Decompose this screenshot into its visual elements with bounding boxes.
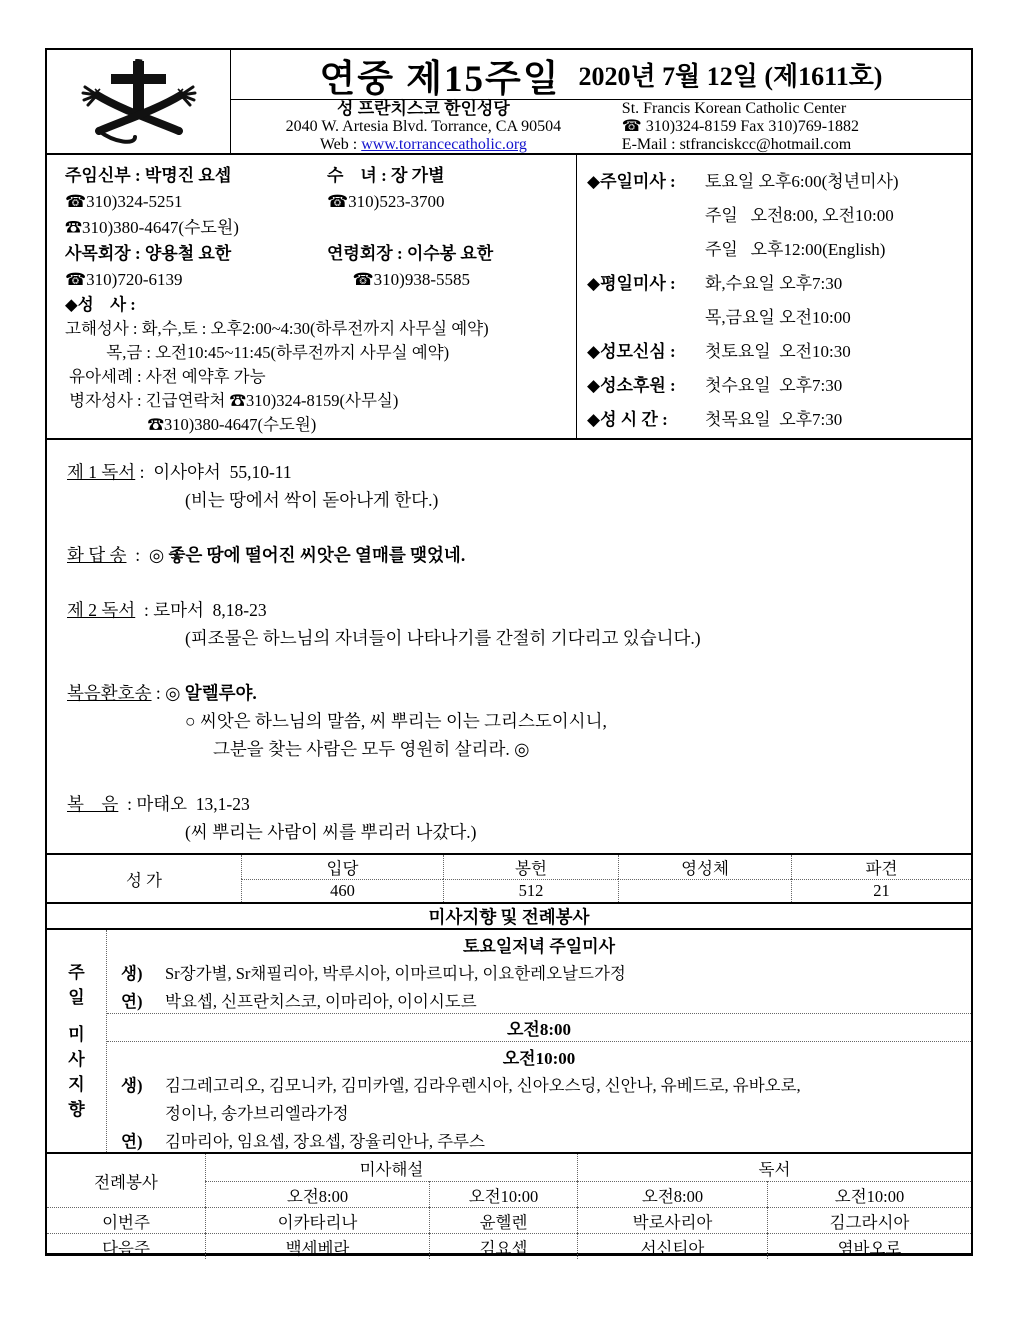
am8-mass-title: 오전8:00 <box>107 1014 971 1042</box>
bulletin-page <box>45 48 973 1256</box>
bulletin-date-issue: 2020년 7월 12일 (제1611호) <box>578 62 883 91</box>
hymn-col-header: 봉헌 <box>443 855 618 879</box>
sacrament-line: 유아세례 : 사전 예약후 가능 <box>65 367 266 386</box>
readings-section <box>47 440 971 855</box>
am10-deceased-row: 연) 김마리아, 임요셉, 장요셉, 장율리안나, 주루스 <box>121 1132 485 1151</box>
saturday-mass-title: 토요일저녁 주일미사 <box>462 936 616 956</box>
hymn-col-header: 입당 <box>241 855 443 879</box>
sacrament-line: ☎310)380-4647(수도원) <box>65 415 317 434</box>
phone-fax-line: ☎ 310)324-8159 Fax 310)769-1882 <box>621 118 860 135</box>
bulletin-title: 연중 제15주일 <box>319 58 561 100</box>
mass-time-item: ◆평일미사 : 화,수요일 오후7:30 목,금요일 오전10:00 <box>587 274 851 327</box>
role-cell: 염바오로 <box>767 1233 971 1259</box>
week-row-label: 이번주 <box>47 1207 205 1233</box>
gospel-acclamation: 복음환호송 : ◎ 알렐루야. ○ 씨앗은 하느님의 말씀, 씨 뿌리는 이는 그리스도이시니, 그분을 찾는 사람은 모두 영원히 살리라. ◎ <box>67 683 607 759</box>
role-cell: 김요셉 <box>429 1233 577 1259</box>
time-header: 오전8:00 <box>205 1181 429 1207</box>
church-logo <box>47 50 231 153</box>
street-address: 2040 W. Artesia Blvd. Torrance, CA 90504 <box>285 118 562 135</box>
website-link[interactable]: www.torrancecatholic.org <box>361 136 527 153</box>
hymn-number: 21 <box>791 879 971 902</box>
gospel: 복 음 : 마태오 13,1-23 (씨 뿌리는 사람이 씨를 뿌리러 나갔다.) <box>67 794 477 842</box>
role-cell: 윤헬렌 <box>429 1207 577 1233</box>
am10-mass-title: 오전10:00 <box>502 1048 576 1068</box>
role-cell: 김그라시아 <box>767 1207 971 1233</box>
info-section <box>47 155 971 440</box>
time-header: 오전10:00 <box>767 1181 971 1207</box>
hymn-number <box>618 879 791 902</box>
contact-row: 사목회장 : 양용철 요한 연령회장 : 이수봉 요한 <box>65 244 494 263</box>
role-cell: 서신티아 <box>577 1233 767 1259</box>
sacrament-line: 목,금 : 오전10:45~11:45(하루전까지 사무실 예약) <box>65 343 450 362</box>
address-english <box>616 100 971 154</box>
hymn-number: 460 <box>241 879 443 902</box>
mass-time-item: ◆성 시 간 : 첫목요일 오후7:30 <box>587 410 843 429</box>
roles-corner-label: 전례봉사 <box>94 1172 158 1192</box>
hymns-row-label: 성 가 <box>125 870 162 890</box>
hymn-col-header: 파견 <box>791 855 971 879</box>
role-cell: 박로사리아 <box>577 1207 767 1233</box>
sacrament-line: 고해성사 : 화,수,토 : 오후2:00~4:30(하루전까지 사무실 예약) <box>65 319 489 338</box>
mass-time-item: ◆성모신심 : 첫토요일 오전10:30 <box>587 342 851 361</box>
saturday-living-row: 생) Sr장가별, Sr채필리아, 박루시아, 이마르띠나, 이요한레오날드가정 <box>121 964 626 983</box>
contact-row: ☎310)380-4647(수도원) <box>65 218 239 237</box>
responsorial-psalm: 화 답 송 : ◎ 좋은 땅에 떨어진 씨앗은 열매를 맺었네. <box>67 545 466 565</box>
mass-times <box>577 155 971 438</box>
sacrament-line: 병자성사 : 긴급연락처 ☎310)324-8159(사무실) <box>65 391 399 410</box>
liturgical-roles-table <box>47 1154 971 1259</box>
lector-group-header: 독서 <box>577 1154 971 1181</box>
hymns-table <box>47 855 971 904</box>
sacraments-heading: ◆성 사 : <box>65 295 136 314</box>
contact-row: ☎310)324-5251 ☎310)523-3700 <box>65 192 445 211</box>
intentions-side-label: 주 일 미 사 지 향 <box>47 930 107 1152</box>
mass-intentions <box>47 930 971 1154</box>
cross-and-arms-icon <box>75 59 203 145</box>
time-header: 오전10:00 <box>429 1181 577 1207</box>
intentions-content <box>107 930 971 1152</box>
time-header: 오전8:00 <box>577 1181 767 1207</box>
staff-contacts <box>47 155 577 438</box>
first-reading: 제 1 독서 : 이사야서 55,10-11 (비는 땅에서 싹이 돋아나게 한다.) <box>67 462 439 510</box>
am10-living-row-cont: 정이나, 송가브리엘라가정 <box>165 1104 349 1123</box>
address-korean <box>231 100 616 154</box>
saturday-deceased-row: 연) 박요셉, 신프란치스코, 이마리아, 이이시도르 <box>107 986 971 1014</box>
mass-time-item: ◆성소후원 : 첫수요일 오후7:30 <box>587 376 843 395</box>
mass-time-item: ◆주일미사 : 토요일 오후6:00(청년미사) 주일 오전8:00, 오전10:00 주일 오후12:00(English) <box>587 172 899 259</box>
week-row-label: 다음주 <box>47 1233 205 1259</box>
church-name-korean: 성 프란치스코 한인성당 <box>337 99 510 118</box>
role-cell: 백세베라 <box>205 1233 429 1259</box>
header <box>47 50 971 155</box>
church-name-english: St. Francis Korean Catholic Center <box>621 100 847 117</box>
commentator-group-header: 미사해설 <box>205 1154 577 1181</box>
hymn-col-header: 영성체 <box>618 855 791 879</box>
web-line <box>231 136 616 154</box>
role-cell: 이카타리나 <box>205 1207 429 1233</box>
second-reading: 제 2 독서 : 로마서 8,18-23 (피조물은 하느님의 자녀들이 나타나기를 간절히 기다리고 있습니다.) <box>67 600 701 648</box>
hymn-number: 512 <box>443 879 618 902</box>
section-bar-title: 미사지향 및 전례봉사 <box>47 904 971 930</box>
contact-row: 주임신부 : 박명진 요셉 수 녀 : 장 가별 <box>65 166 445 185</box>
web-label: Web : <box>319 136 362 153</box>
email-line: E-Mail : stfranciskcc@hotmail.com <box>621 136 852 153</box>
am10-living-row: 생) 김그레고리오, 김모니카, 김미카엘, 김라우렌시아, 신아오스딩, 신안나, 유베드로, 유바오로, <box>121 1076 801 1095</box>
contact-row: ☎310)720-6139 ☎310)938-5585 <box>65 270 470 289</box>
